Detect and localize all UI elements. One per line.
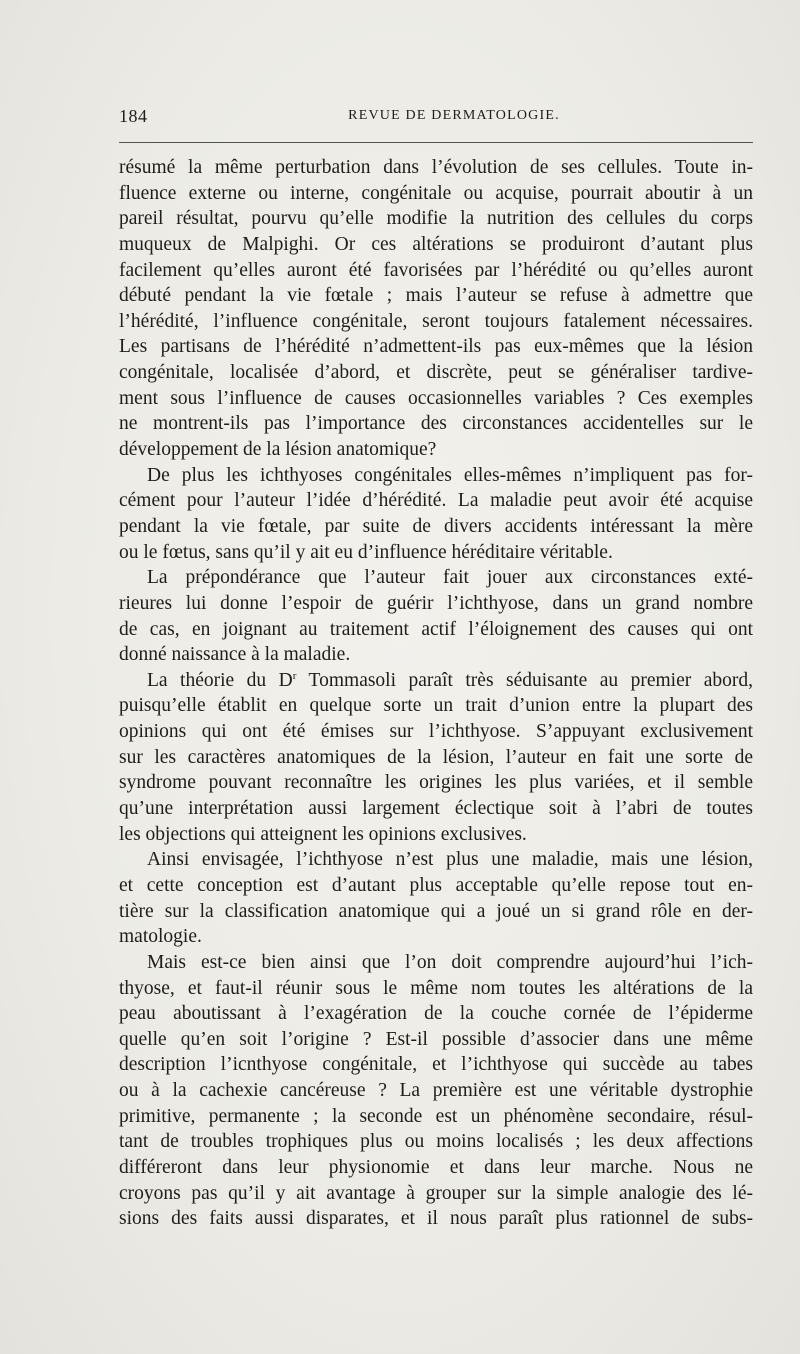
- text-line: [119, 155, 753, 181]
- text-line-content: syndrome pouvant reconnaître les origines les plus variées, et il semble: [119, 772, 753, 794]
- text-line: [119, 847, 753, 873]
- text-line: [119, 1078, 753, 1104]
- text-line: [119, 309, 753, 335]
- text-line: [119, 1181, 753, 1207]
- text-line: [119, 770, 753, 796]
- text-line-content: La théorie du D: [147, 669, 293, 691]
- body-text: [119, 155, 753, 1232]
- text-line: [119, 950, 753, 976]
- text-line-content: De plus les ichthyoses congénitales elles-mêmes n’impliquent pas for-: [147, 464, 753, 486]
- text-line: [119, 206, 753, 232]
- text-line-content: de cas, en joignant au traitement actif l’éloignement des causes qui ont: [119, 618, 753, 640]
- text-line-content: ne montrent-ils pas l’importance des circonstances accidentelles sur le: [119, 413, 753, 435]
- text-line: [119, 283, 753, 309]
- text-line: [119, 591, 753, 617]
- text-line-content: primitive, permanente ; la seconde est un phénomène secondaire, résul-: [119, 1105, 753, 1127]
- text-line: [119, 976, 753, 1002]
- text-line-content: rieures lui donne l’espoir de guérir l’ichthyose, dans un grand nombre: [119, 592, 753, 614]
- text-line-content: l’hérédité, l’influence congénitale, seront toujours fatalement nécessaires.: [119, 310, 753, 332]
- page-header: [119, 106, 753, 130]
- text-line: [119, 1104, 753, 1130]
- text-line: [119, 1001, 753, 1027]
- text-line: [119, 488, 753, 514]
- text-line-content: Mais est-ce bien ainsi que l’on doit comprendre aujourd’hui l’ich-: [147, 951, 753, 973]
- text-line-content: facilement qu’elles auront été favorisées par l’hérédité ou qu’elles auront: [119, 259, 753, 281]
- text-line-content: pareil résultat, pourvu qu’elle modifie la nutrition des cellules du corps: [119, 208, 753, 230]
- text-line-content: fluence externe ou interne, congénitale ou acquise, pourrait aboutir à un: [119, 182, 753, 204]
- text-line: [119, 796, 753, 822]
- text-line: [119, 617, 753, 643]
- text-line: [119, 668, 753, 694]
- text-line-content: muqueux de Malpighi. Or ces altérations se produiront d’autant plus: [119, 233, 753, 255]
- header-rule: [119, 142, 753, 143]
- text-line: [119, 258, 753, 284]
- text-line: [119, 1155, 753, 1181]
- text-line-content: ment sous l’influence de causes occasionnelles variables ? Ces exemples: [119, 387, 753, 409]
- text-line-content: peau aboutissant à l’exagération de la couche cornée de l’épiderme: [119, 1003, 753, 1025]
- text-line-content: quelle qu’en soit l’origine ? Est-il possible d’associer dans une même: [119, 1028, 753, 1050]
- text-line: [119, 719, 753, 745]
- text-line: [119, 463, 753, 489]
- text-line-content: tière sur la classification anatomique qui a joué un si grand rôle en der-: [119, 900, 753, 922]
- text-line: [119, 540, 753, 566]
- text-line-content: Les partisans de l’hérédité n’admettent-ils pas eux-mêmes que la lésion: [119, 336, 753, 358]
- text-line-content: et cette conception est d’autant plus acceptable qu’elle repose tout en-: [119, 874, 753, 896]
- text-line: [119, 693, 753, 719]
- text-line-content: Ainsi envisagée, l’ichthyose n’est plus une maladie, mais une lésion,: [147, 849, 753, 871]
- text-line: [119, 822, 753, 848]
- text-line: [119, 642, 753, 668]
- text-line: [119, 181, 753, 207]
- text-line-content: qu’une interprétation aussi largement éclectique soit à l’abri de toutes: [119, 798, 753, 820]
- text-line: [119, 924, 753, 950]
- text-line-content: thyose, et faut-il réunir sous le même nom toutes les altérations de la: [119, 977, 753, 999]
- text-line-content: croyons pas qu’il y ait avantage à grouper sur la simple analogie des lé-: [119, 1182, 753, 1204]
- page-number: 184: [119, 106, 148, 126]
- text-line-content: tant de troubles trophiques plus ou moins localisés ; les deux affections: [119, 1131, 753, 1153]
- running-title: REVUE DE DERMATOLOGIE.: [348, 108, 560, 123]
- text-line-content: sur les caractères anatomiques de la lésion, l’auteur en fait une sorte de: [119, 746, 753, 768]
- text-line: [119, 873, 753, 899]
- text-line: [119, 360, 753, 386]
- text-line-content: différeront dans leur physionomie et dans leur marche. Nous ne: [119, 1156, 753, 1178]
- text-line-continuation: Tommasoli paraît très séduisante au premier abord,: [296, 669, 753, 691]
- text-line-content: matologie.: [119, 926, 202, 948]
- text-line: [119, 1027, 753, 1053]
- text-line-content: congénitale, localisée d’abord, et discrète, peut se généraliser tardive-: [119, 362, 753, 384]
- text-line: [119, 411, 753, 437]
- text-line: [119, 1052, 753, 1078]
- text-line: [119, 386, 753, 412]
- text-line-content: donné naissance à la maladie.: [119, 644, 351, 666]
- text-line-content: ou le fœtus, sans qu’il y ait eu d’influence héréditaire véritable.: [119, 541, 613, 563]
- text-line-content: ou à la cachexie cancéreuse ? La première est une véritable dystrophie: [119, 1080, 753, 1102]
- text-line: [119, 514, 753, 540]
- text-line: [119, 437, 753, 463]
- text-line-content: puisqu’elle établit en quelque sorte un trait d’union entre la plupart des: [119, 695, 753, 717]
- text-line-content: pendant la vie fœtale, par suite de divers accidents intéressant la mère: [119, 515, 753, 537]
- text-line-content: La prépondérance que l’auteur fait jouer aux circonstances exté-: [147, 567, 753, 589]
- text-line-content: cément pour l’auteur l’idée d’hérédité. La maladie peut avoir été acquise: [119, 490, 753, 512]
- text-line-content: les objections qui atteignent les opinions exclusives.: [119, 823, 527, 845]
- text-line-content: sions des faits aussi disparates, et il nous paraît plus rationnel de subs-: [119, 1208, 753, 1230]
- text-line-content: opinions qui ont été émises sur l’ichthyose. S’appuyant exclusivement: [119, 721, 753, 743]
- text-line-content: développement de la lésion anatomique?: [119, 439, 437, 461]
- superscript: r: [292, 669, 297, 682]
- text-line-content: débuté pendant la vie fœtale ; mais l’auteur se refuse à admettre que: [119, 285, 753, 307]
- text-line-content: description l’icnthyose congénitale, et l’ichthyose qui succède au tabes: [119, 1054, 753, 1076]
- text-line: [119, 1129, 753, 1155]
- text-line-content: résumé la même perturbation dans l’évolution de ses cellules. Toute in-: [119, 157, 753, 178]
- text-line: [119, 565, 753, 591]
- text-line: [119, 899, 753, 925]
- text-line: [119, 745, 753, 771]
- text-line: [119, 232, 753, 258]
- text-line: [119, 334, 753, 360]
- text-line: [119, 1206, 753, 1232]
